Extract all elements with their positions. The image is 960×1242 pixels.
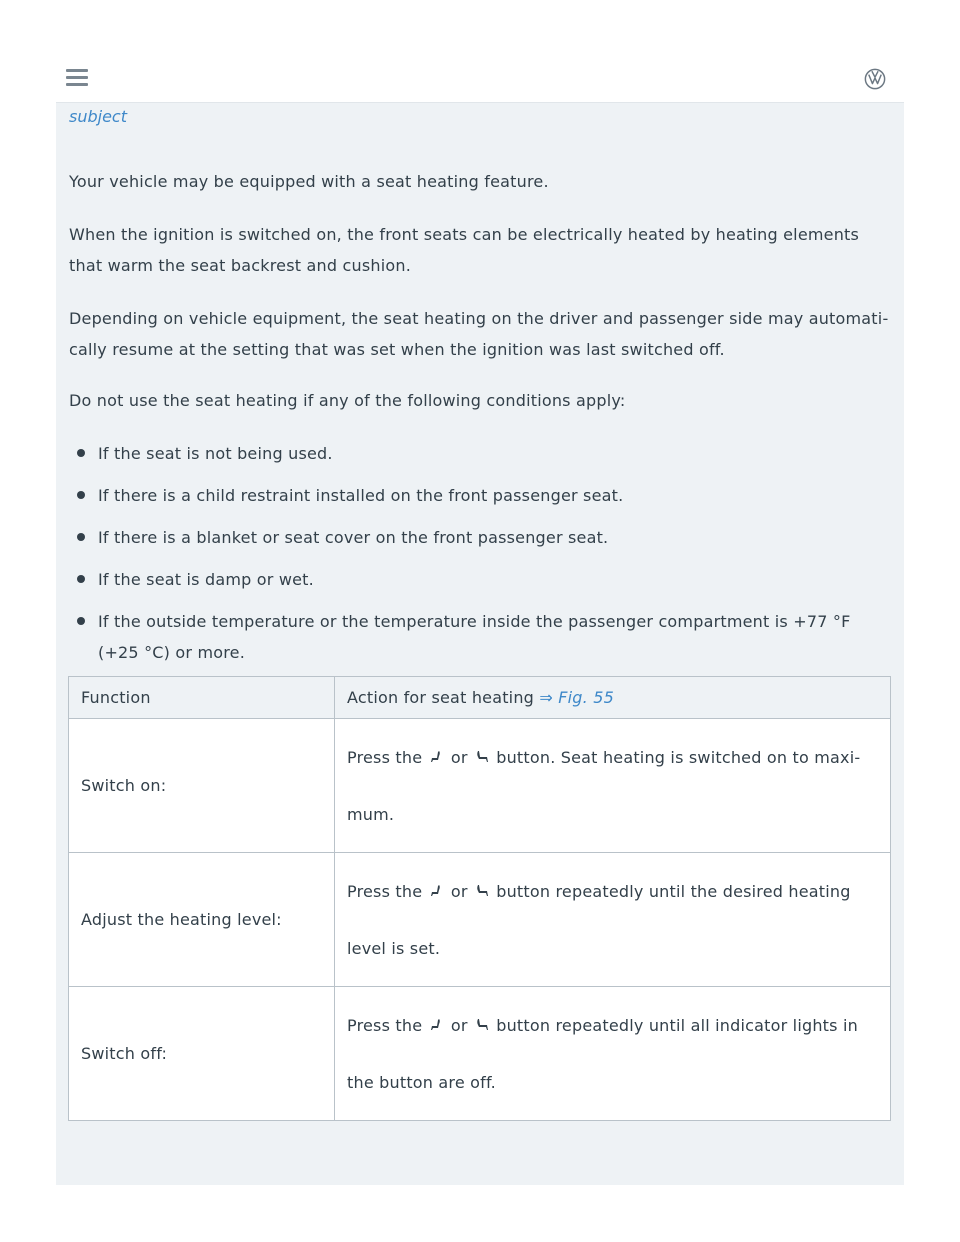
- table-row: [69, 719, 891, 853]
- paragraph-conditions: Do not use the seat heating if any of the following conditions apply:: [69, 391, 626, 410]
- list-item: If the seat is damp or wet.: [69, 564, 869, 595]
- function-header: Function: [69, 677, 335, 719]
- hamburger-menu-icon[interactable]: [66, 69, 88, 87]
- table-header-row: [69, 677, 891, 719]
- paragraph-ignition: When the ignition is switched on, the front seats can be electrically heated by heating elements that warm the seat backrest and cushion.: [69, 225, 860, 275]
- vw-logo-icon[interactable]: [864, 68, 886, 90]
- seat-cushion-heating-icon: [475, 884, 489, 898]
- seat-cushion-heating-icon: [475, 1018, 489, 1032]
- action-cell: Press the or button repeatedly until the desired heating level is set.: [335, 853, 891, 987]
- fig-55-link[interactable]: ⇒ Fig. 55: [539, 688, 614, 707]
- function-cell: Switch off:: [69, 987, 335, 1121]
- seat-backrest-heating-icon: [430, 1018, 444, 1032]
- paragraph-intro: Your vehicle may be equipped with a seat heating feature.: [69, 172, 549, 191]
- table-row: [69, 987, 891, 1121]
- table-row: [69, 853, 891, 987]
- conditions-list: [69, 438, 869, 679]
- list-item: If there is a child restraint installed on the front passenger seat.: [69, 480, 869, 511]
- function-cell: Adjust the heating level:: [69, 853, 335, 987]
- list-item: If the outside temperature or the temperature inside the passenger compartment is +77 °F (+25 °C) or more.: [69, 606, 869, 668]
- top-bar: [56, 56, 904, 103]
- seat-heating-table: [68, 676, 891, 1121]
- function-cell: Switch on:: [69, 719, 335, 853]
- action-cell: Press the or button. Seat heating is switched on to maximum.: [335, 719, 891, 853]
- list-item: If the seat is not being used.: [69, 438, 869, 469]
- list-item: If there is a blanket or seat cover on the front passenger seat.: [69, 522, 869, 553]
- paragraph-resume: Depending on vehicle equipment, the seat heating on the driver and passenger side may automatically resume at the setting that was set when the ignition was last switched off.: [69, 309, 889, 359]
- action-cell: Press the or button repeatedly until all indicator lights in the button are off.: [335, 987, 891, 1121]
- seat-backrest-heating-icon: [430, 884, 444, 898]
- seat-backrest-heating-icon: [430, 750, 444, 764]
- document-content: [56, 103, 904, 1185]
- action-header: Action for seat heating ⇒ Fig. 55: [335, 677, 891, 719]
- subject-link[interactable]: subject: [69, 107, 127, 126]
- seat-cushion-heating-icon: [475, 750, 489, 764]
